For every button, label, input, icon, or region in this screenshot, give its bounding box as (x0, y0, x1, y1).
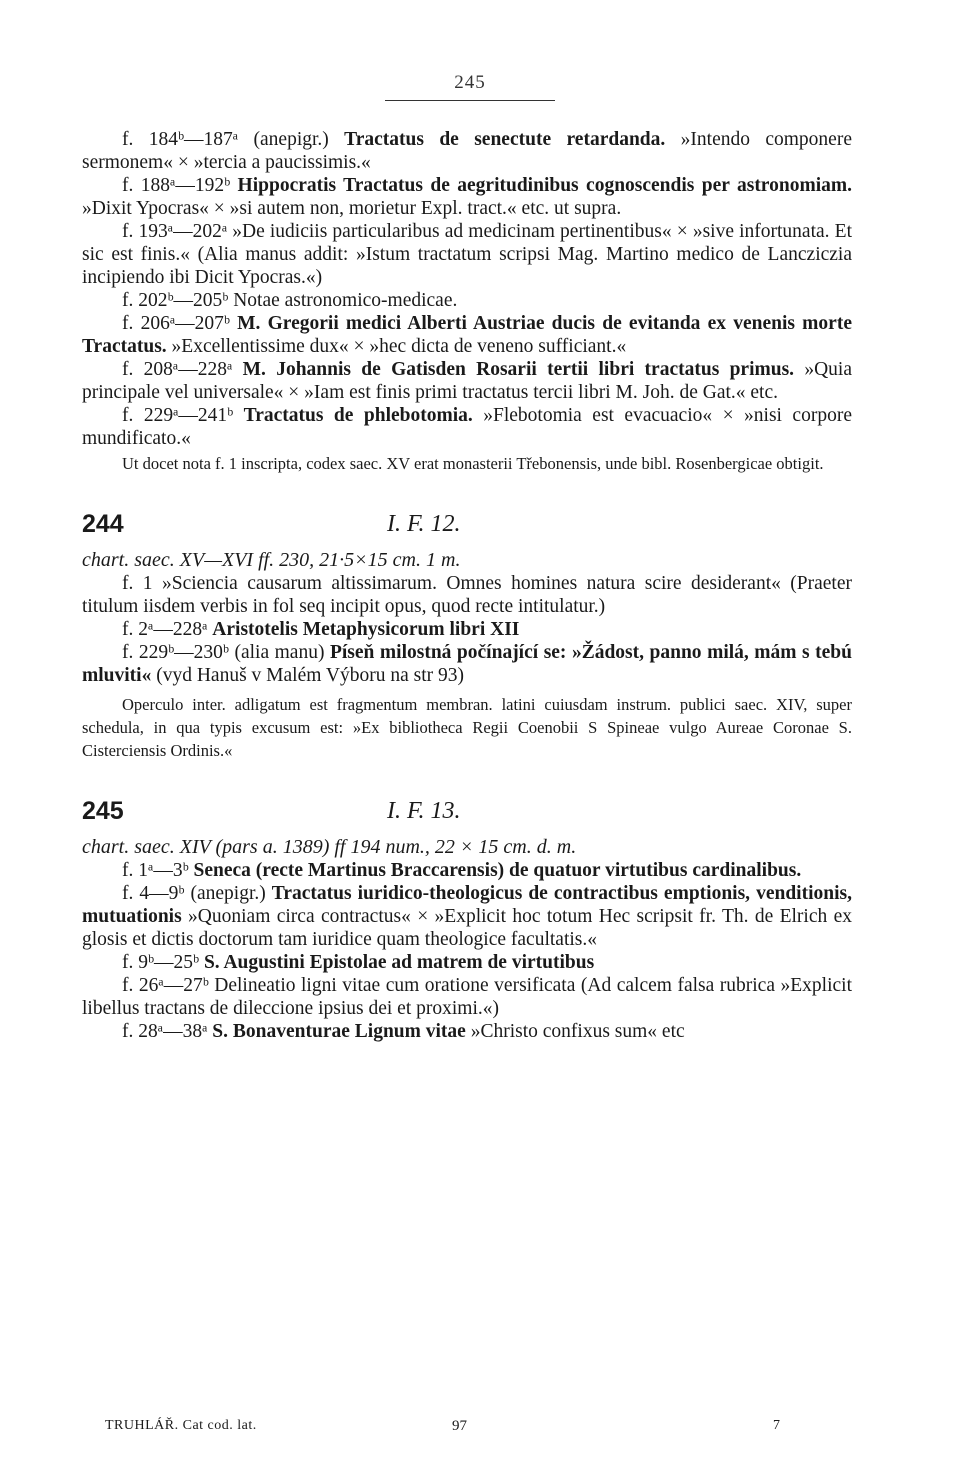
entry-245-items (82, 859, 852, 1043)
item-title: Seneca (recte Martinus Braccarensis) de quatuor virtutibus cardinalibus. (193, 860, 802, 881)
folio-range: f. 202ᵇ—205ᵇ (122, 290, 234, 311)
entry-245-description: chart. saec. XIV (pars a. 1389) ff 194 num., 22 × 15 cm. d. m. (82, 836, 577, 858)
footer-gathering: 7 (773, 1418, 780, 1433)
catalog-item (82, 882, 852, 951)
folio-range: f. 26ᵃ—27ᵇ (122, 975, 215, 996)
item-title: Aristotelis Metaphysicorum libri XII (212, 619, 520, 640)
entry-244-note: Operculo inter. adligatum est fragmentum membran. latini cuiusdam instrum. publici saec. XIV, super schedula, in qua typis excusum est: »Ex bibliotheca Regii Coenobii S Spineae vulgo Aureae Coronae S. Cisterciensis Ordinis.« (82, 695, 852, 760)
item-title: Tractatus de senectute retardanda. (344, 129, 666, 150)
item-title: Hippocratis Tractatus de aegritudinibus cognoscendis per astronomiam. (237, 175, 852, 196)
item-title: S. Bonaventurae Lignum vitae (212, 1021, 466, 1042)
entry-244-items (82, 572, 852, 687)
folio-range: f. 184ᵇ—187ᵃ (anepigr.) (122, 129, 345, 150)
entry-244-description: chart. saec. XV—XVI ff. 230, 21·5×15 cm. 1 m. (82, 549, 461, 571)
item-text: »Dixit Ypocras« × »si autem non, morietur Expl. tract.« etc. ut supra. (82, 198, 622, 219)
catalog-item (82, 618, 852, 641)
item-title: Tractatus de phlebotomia. (243, 405, 473, 426)
item-text: Notae astronomico-medicae. (233, 290, 458, 311)
entry-243-items (82, 128, 852, 450)
footer-signature: TRUHLÁŘ. Cat cod. lat. (105, 1418, 257, 1433)
item-text: »Quia principale vel universale« × »Iam est finis primi tractatus tercii libri M. Joh. de Gat.« etc. (82, 359, 852, 403)
catalog-item (82, 859, 852, 882)
entry-245-heading (82, 792, 852, 836)
item-text: Delineatio ligni vitae cum oratione versificata (Ad calcem falsa rubrica »Explicit libellus tractans de dileccione ipsius dei et proximi.«) (82, 975, 852, 1019)
item-text: »Excellentissime dux« × »hec dicta de veneno sufficiant.« (166, 336, 627, 357)
folio-range: f. 1ᵃ—3ᵇ (122, 860, 194, 881)
folio-range: f. 208ᵃ—228ᵃ (122, 359, 243, 380)
entry-number: 244 (82, 510, 124, 538)
catalog-item (82, 572, 852, 618)
item-text: »De iudiciis particularibus ad medicinam pertinentibus« × »sive infortunata. Et sic est finis.« (Alia manus addit: »Istum tractatum scripsi Mag. Martino medico de Lancziczia incipiendo ibi Dicit Ypocras.«) (82, 221, 852, 288)
entry-number: 245 (82, 797, 124, 825)
item-title: M. Johannis de Gatisden Rosarii tertii libri tractatus primus. (242, 359, 795, 380)
item-text: »Intendo componere sermonem« × »tercia a paucissimis.« (82, 129, 852, 173)
item-title: S. Augustini Epistolae ad matrem de virtutibus (203, 952, 595, 973)
catalog-item (82, 289, 852, 312)
item-text: »Christo confixus sum« etc (465, 1021, 685, 1042)
item-text: (vyd Hanuš v Malém Výboru na str 93) (151, 665, 465, 686)
folio-range: f. 28ᵃ—38ᵃ (122, 1021, 213, 1042)
page-body (82, 128, 852, 1043)
folio-range: f. 206ᵃ—207ᵇ (122, 313, 238, 334)
catalog-item (82, 404, 852, 450)
catalog-item (82, 312, 852, 358)
page-number: 245 (454, 72, 486, 93)
item-title: Tractatus iuridico-theologicus de contractibus emptionis, venditionis, mutuationis (82, 883, 852, 927)
catalog-item (82, 974, 852, 1020)
catalog-item (82, 220, 852, 289)
entry-243-note: Ut docet nota f. 1 inscripta, codex saec. XV erat monasterii Třebonensis, unde bibl. Rosenbergicae obtigit. (122, 454, 824, 473)
catalog-item (82, 951, 852, 974)
entry-244-heading (82, 505, 852, 549)
folio-range: f. 2ᵃ—228ᵃ (122, 619, 213, 640)
entry-signature: I. F. 12. (387, 511, 461, 537)
item-title: M. Gregorii medici Alberti Austriae ducis de evitanda ex venenis morte Tractatus. (82, 313, 852, 357)
folio-range: f. 188ᵃ—192ᵇ (122, 175, 238, 196)
entry-signature: I. F. 13. (387, 798, 461, 824)
item-text: »Sciencia causarum altissimarum. Omnes homines natura scire desiderant« (Praeter titulum iisdem verbis in fol seq incipit opus, quod recte intitulatur.) (82, 573, 852, 617)
catalog-item (82, 1020, 852, 1043)
folio-range: f. 9ᵇ—25ᵇ (122, 952, 204, 973)
catalog-item (82, 174, 852, 220)
folio-range: f. 4—9ᵇ (anepigr.) (122, 883, 272, 904)
item-text: »Flebotomia est evacuacio« × »nisi corpore mundificato.« (82, 405, 852, 449)
folio-range: f. 229ᵃ—241ᵇ (122, 405, 244, 426)
folio-range: f. 1 (122, 573, 162, 594)
item-title: Píseň milostná počínající se: »Žádost, panno milá, mám s tebú mluviti« (82, 642, 852, 686)
catalog-item (82, 128, 852, 174)
item-text: »Quoniam circa contractus« × »Explicit hoc totum Hec scripsit fr. Th. de Elrich ex glosis et dictis doctorum tam iuridice quam theologice facultatis.« (82, 906, 852, 950)
catalog-item (82, 641, 852, 687)
catalog-item (82, 358, 852, 404)
header-rule (385, 100, 555, 101)
folio-range: f. 193ᵃ—202ᵃ (122, 221, 233, 242)
folio-range: f. 229ᵇ—230ᵇ (alia manu) (122, 642, 330, 663)
footer-sheet-number: 97 (452, 1418, 467, 1434)
